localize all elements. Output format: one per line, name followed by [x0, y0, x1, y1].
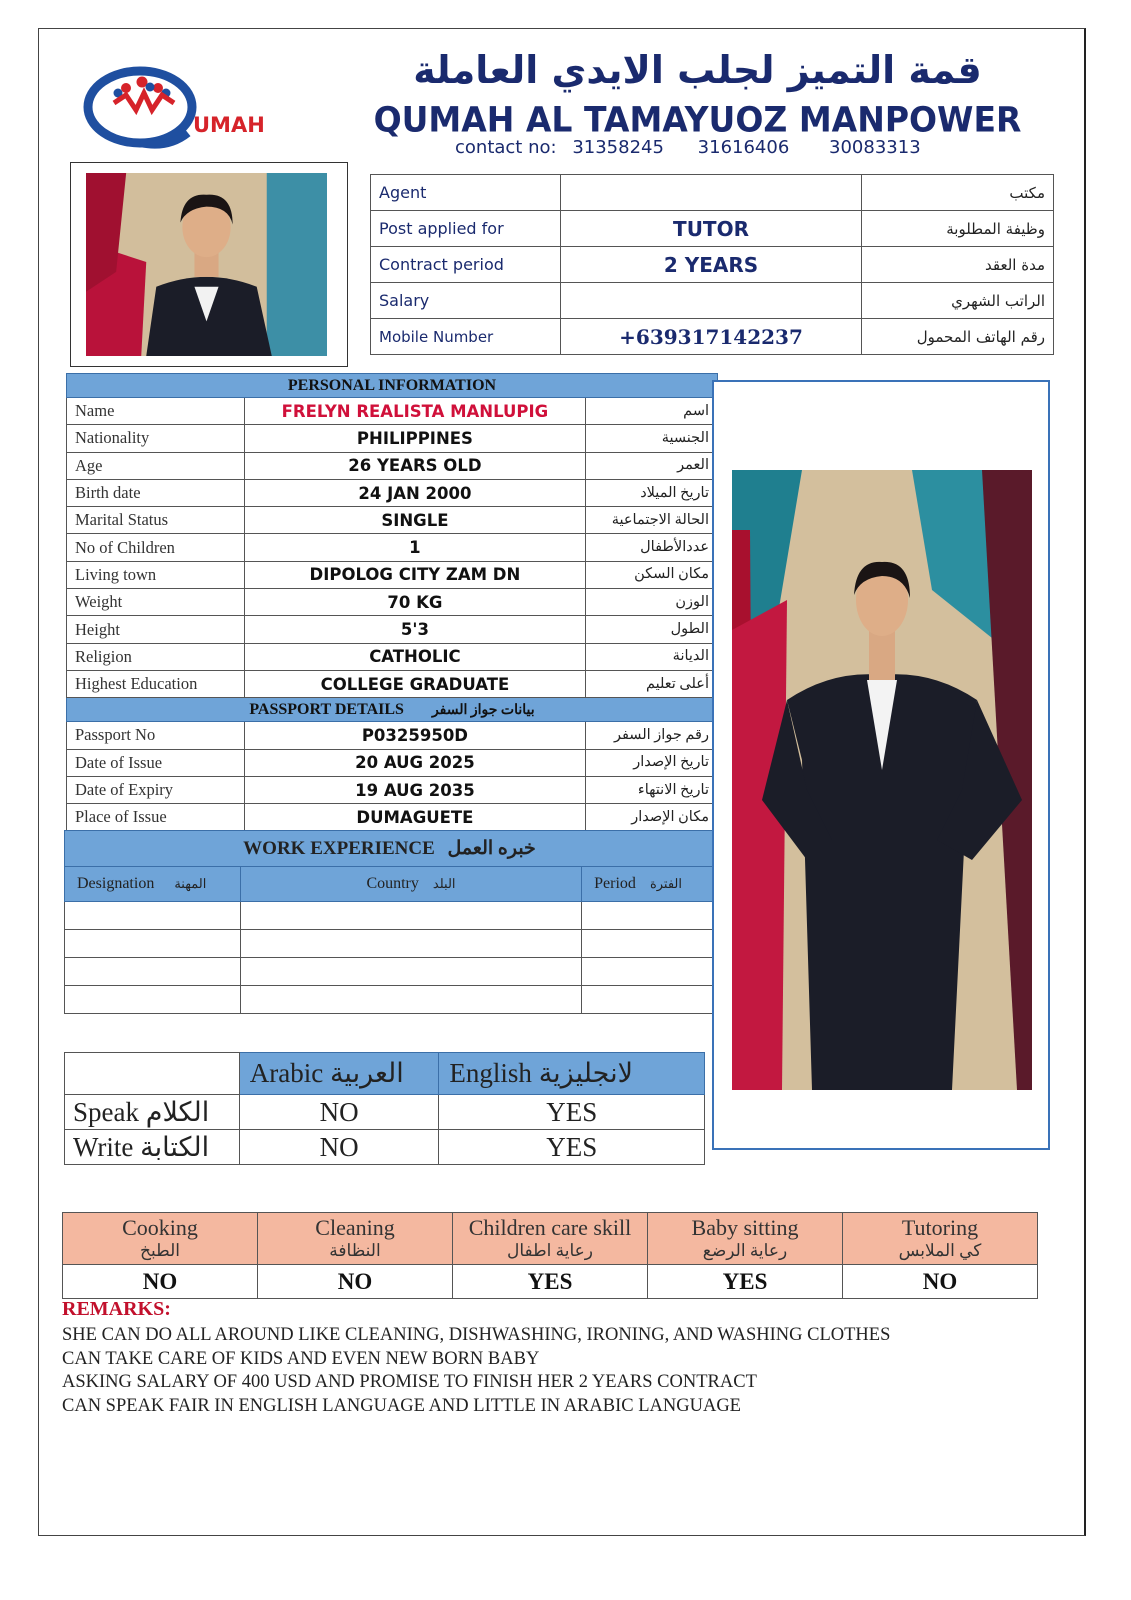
skill-name: Cleaning	[315, 1214, 395, 1240]
table-row	[65, 1095, 705, 1130]
expiry-date-value: 19 AUG 2035	[244, 776, 585, 803]
birth-date-value: 24 JAN 2000	[244, 479, 585, 506]
skill-name-arabic: الطبخ	[140, 1240, 180, 1260]
skill-tutoring-value: NO	[843, 1265, 1038, 1299]
skill-cooking-value: NO	[63, 1265, 258, 1299]
post-value: TUTOR	[560, 211, 862, 247]
education-label-arabic: أعلى تعليم	[586, 670, 718, 697]
section-header	[65, 831, 715, 867]
personal-info-table	[66, 373, 718, 831]
speak-english-value: YES	[439, 1095, 705, 1130]
speak-label	[65, 1095, 240, 1130]
table-row	[67, 534, 718, 561]
write-label-arabic: الكتابة	[140, 1131, 210, 1162]
country-header-text: Country	[366, 875, 419, 892]
period-header	[582, 867, 715, 902]
name-label: Name	[67, 398, 245, 425]
remark-line: ASKING SALARY OF 400 USD AND PROMISE TO FINISH HER 2 YEARS CONTRACT	[62, 1372, 757, 1392]
skill-cooking-header	[63, 1213, 258, 1265]
designation-cell	[65, 986, 241, 1014]
skill-name-arabic: رعاية اطفال	[506, 1240, 593, 1260]
period-cell	[582, 902, 715, 930]
post-label: Post applied for	[371, 211, 561, 247]
passport-no-label-arabic: رقم جواز السفر	[586, 722, 718, 749]
height-value: 5'3	[244, 616, 585, 643]
passport-no-label: Passport No	[67, 722, 245, 749]
skill-name: Baby sitting	[691, 1214, 799, 1240]
write-label	[65, 1130, 240, 1165]
column-headers	[65, 867, 715, 902]
agent-value	[560, 175, 862, 211]
table-row	[67, 452, 718, 479]
speak-label-text: Speak	[73, 1096, 139, 1127]
table-row	[67, 507, 718, 534]
applicant-photo-portrait	[70, 162, 348, 367]
period-cell	[582, 930, 715, 958]
table-row	[67, 479, 718, 506]
language-header-row	[65, 1053, 705, 1095]
remarks-title: REMARKS:	[62, 1298, 171, 1320]
height-label: Height	[67, 616, 245, 643]
weight-label: Weight	[67, 589, 245, 616]
arabic-language-header	[239, 1053, 439, 1095]
living-town-value: DIPOLOG CITY ZAM DN	[244, 561, 585, 588]
write-arabic-value: NO	[239, 1130, 439, 1165]
age-label: Age	[67, 452, 245, 479]
company-logo	[78, 55, 308, 150]
work-heading-text: WORK EXPERIENCE	[243, 838, 435, 859]
applicant-photo-full	[712, 380, 1050, 1150]
children-value: 1	[244, 534, 585, 561]
table-row	[371, 319, 1054, 355]
skill-name-arabic: كي الملابس	[898, 1240, 982, 1260]
skill-name-arabic: النظافة	[329, 1240, 381, 1260]
table-row	[67, 722, 718, 749]
country-header-arabic: البلد	[432, 876, 456, 891]
marital-status-label-arabic: الحالة الاجتماعية	[586, 507, 718, 534]
place-of-issue-value: DUMAGUETE	[244, 804, 585, 831]
contact-number: 30083313	[829, 137, 921, 158]
work-heading-arabic: خبره العمل	[447, 838, 536, 859]
company-name-english: QUMAH AL TAMAYUOZ MANPOWER	[373, 99, 1022, 140]
salary-label-arabic: الراتب الشهري	[862, 283, 1054, 319]
logo-text: UMAH	[193, 113, 265, 137]
nationality-value: PHILIPPINES	[244, 425, 585, 452]
nationality-label: Nationality	[67, 425, 245, 452]
religion-label: Religion	[67, 643, 245, 670]
skill-name: Tutoring	[901, 1214, 979, 1240]
passport-no-value: P0325950D	[244, 722, 585, 749]
place-of-issue-label: Place of Issue	[67, 804, 245, 831]
english-language-header	[439, 1053, 705, 1095]
skill-tutoring-header	[843, 1213, 1038, 1265]
issue-date-label: Date of Issue	[67, 749, 245, 776]
period-cell	[582, 958, 715, 986]
name-label-arabic: اسم	[586, 398, 718, 425]
issue-date-value: 20 AUG 2025	[244, 749, 585, 776]
company-name-arabic: قمة التميز لجلب الايدي العاملة	[413, 48, 982, 92]
birth-date-label-arabic: تاريخ الميلاد	[586, 479, 718, 506]
children-label-arabic: عددالأطفال	[586, 534, 718, 561]
skills-table	[62, 1212, 1038, 1299]
education-value: COLLEGE GRADUATE	[244, 670, 585, 697]
passport-heading-text: PASSPORT DETAILS	[249, 700, 404, 718]
age-label-arabic: العمر	[586, 452, 718, 479]
remark-line: CAN TAKE CARE OF KIDS AND EVEN NEW BORN BABY	[62, 1348, 540, 1369]
expiry-date-label-arabic: تاريخ الانتهاء	[586, 776, 718, 803]
table-row	[67, 749, 718, 776]
remark-line: SHE CAN DO ALL AROUND LIKE CLEANING, DISHWASHING, IRONING, AND WASHING CLOTHES	[62, 1325, 891, 1345]
contact-number: 31358245	[572, 137, 664, 158]
table-row	[67, 616, 718, 643]
work-experience-table	[64, 830, 715, 1014]
salary-label: Salary	[371, 283, 561, 319]
arabic-language-label: Arabic	[249, 1058, 324, 1088]
table-row	[67, 589, 718, 616]
skill-baby-sitting-header	[648, 1213, 843, 1265]
remark-line: CAN SPEAK FAIR IN ENGLISH LANGUAGE AND LITTLE IN ARABIC LANGUAGE	[62, 1395, 741, 1416]
table-row	[67, 643, 718, 670]
marital-status-value: SINGLE	[244, 507, 585, 534]
speak-arabic-value: NO	[239, 1095, 439, 1130]
table-row	[67, 398, 718, 425]
table-row	[65, 1130, 705, 1165]
name-value: FRELYN REALISTA MANLUPIG	[244, 398, 585, 425]
table-row	[371, 211, 1054, 247]
education-label: Highest Education	[67, 670, 245, 697]
table-row	[65, 902, 715, 930]
skills-header-row	[63, 1213, 1038, 1265]
mobile-label: Mobile Number	[371, 319, 561, 355]
mobile-label-arabic: رقم الهاتف المحمول	[862, 319, 1054, 355]
table-row	[371, 283, 1054, 319]
religion-label-arabic: الديانة	[586, 643, 718, 670]
table-row	[65, 958, 715, 986]
table-row	[371, 175, 1054, 211]
table-row	[65, 930, 715, 958]
contact-label: contact no:	[455, 137, 557, 158]
designation-cell	[65, 930, 241, 958]
skill-name-arabic: رعاية الرضع	[702, 1240, 788, 1260]
living-town-label: Living town	[67, 561, 245, 588]
contract-label-arabic: مدة العقد	[862, 247, 1054, 283]
skill-baby-sitting-value: YES	[648, 1265, 843, 1299]
religion-value: CATHOLIC	[244, 643, 585, 670]
age-value: 26 YEARS OLD	[244, 452, 585, 479]
passport-heading	[67, 698, 718, 722]
period-cell	[582, 986, 715, 1014]
period-header-arabic: الفترة	[649, 876, 682, 891]
contract-label: Contract period	[371, 247, 561, 283]
country-cell	[240, 930, 581, 958]
arabic-language-label-ar: العربية	[329, 1058, 404, 1088]
issue-date-label-arabic: تاريخ الإصدار	[586, 749, 718, 776]
salary-value	[560, 283, 862, 319]
work-heading	[65, 831, 715, 867]
marital-status-label: Marital Status	[67, 507, 245, 534]
country-header	[240, 867, 581, 902]
english-language-label-ar: لانجليزية	[538, 1058, 634, 1088]
section-header	[67, 698, 718, 722]
table-row	[65, 986, 715, 1014]
designation-header	[65, 867, 241, 902]
birth-date-label: Birth date	[67, 479, 245, 506]
expiry-date-label: Date of Expiry	[67, 776, 245, 803]
designation-cell	[65, 958, 241, 986]
skill-name: Cooking	[122, 1214, 198, 1240]
post-label-arabic: وظيفة المطلوبة	[862, 211, 1054, 247]
weight-value: 70 KG	[244, 589, 585, 616]
country-cell	[240, 986, 581, 1014]
agent-label: Agent	[371, 175, 561, 211]
height-label-arabic: الطول	[586, 616, 718, 643]
english-language-label: English	[449, 1058, 532, 1088]
table-row	[67, 670, 718, 697]
nationality-label-arabic: الجنسية	[586, 425, 718, 452]
personal-info-heading: PERSONAL INFORMATION	[67, 374, 718, 398]
remarks-text	[62, 1324, 890, 1418]
skill-children-care-header	[453, 1213, 648, 1265]
passport-heading-arabic: بيانات جواز السفر	[431, 702, 535, 718]
living-town-label-arabic: مكان السكن	[586, 561, 718, 588]
agent-label-arabic: مكتب	[862, 175, 1054, 211]
skill-children-care-value: YES	[453, 1265, 648, 1299]
section-header	[67, 374, 718, 398]
blank-cell	[65, 1053, 240, 1095]
country-cell	[240, 958, 581, 986]
period-header-text: Period	[594, 875, 636, 892]
table-row	[67, 425, 718, 452]
contact-line	[455, 137, 1035, 158]
table-row	[67, 561, 718, 588]
skill-cleaning-header	[258, 1213, 453, 1265]
designation-header-text: Designation	[77, 875, 155, 892]
contact-number: 31616406	[697, 137, 790, 158]
table-row	[67, 776, 718, 803]
skills-value-row	[63, 1265, 1038, 1299]
children-label: No of Children	[67, 534, 245, 561]
write-label-text: Write	[73, 1131, 134, 1162]
designation-cell	[65, 902, 241, 930]
write-english-value: YES	[439, 1130, 705, 1165]
speak-label-arabic: الكلام	[145, 1096, 210, 1127]
skill-cleaning-value: NO	[258, 1265, 453, 1299]
job-info-table	[370, 174, 1054, 355]
languages-table	[64, 1052, 705, 1165]
country-cell	[240, 902, 581, 930]
designation-header-arabic: المهنة	[174, 876, 207, 891]
weight-label-arabic: الوزن	[586, 589, 718, 616]
table-row	[67, 804, 718, 831]
table-row	[371, 247, 1054, 283]
place-of-issue-label-arabic: مكان الإصدار	[586, 804, 718, 831]
skill-name: Children care skill	[468, 1214, 632, 1240]
contract-value: 2 YEARS	[560, 247, 862, 283]
mobile-value: +639317142237	[560, 319, 862, 355]
